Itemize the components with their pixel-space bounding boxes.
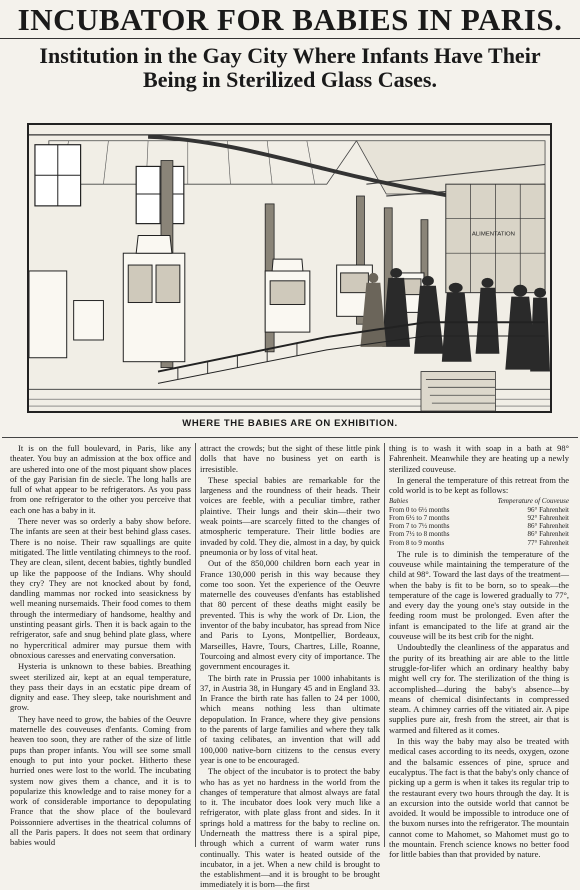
paragraph: The object of the incubator is to protect the baby who has as yet no hardness in the world from the changes of temperature that almost always are fatal to it. The incubator does look very much like a refrigerator, with plate glass front and sides. In it springs hold a mattress for the baby to recline on. Underneath the mattress there is a spiral pipe, through which a current of warm water runs continually. This water is heated outside of the incubator, in a jet. When a new child is brought to the establishment—and it is brought to be brought immediately it is born—the first: [200, 766, 380, 890]
paragraph: It is on the full boulevard, in Paris, like any theater. You buy an admission at the box office and are ushered into one of the most piquant show places of the gay Parisian fin de siecle. The long halls are full of what appear to be refrigerators. As you pass from one refrigerator to the other you perceive that each one has a baby in it.: [10, 443, 191, 515]
table-row: [389, 506, 569, 514]
paragraph: These special babies are remarkable for the largeness and the roundness of their heads. Their voices are feeble, with a peculiar timbre, rather plaintive. Their lungs and their skin—their two weak points—are scarcely fitted to the changes of atmospheric temperature. Their little bodies are invaded by cold. They die, almost in a day, by quick pneumonia or by loss of vital heat.: [200, 474, 380, 557]
age-cell: From 6½ to 7 months: [389, 513, 450, 522]
subheadline-line-1: Institution in the Gay City Where Infants Have Their: [39, 43, 541, 68]
table-header-row: [389, 497, 569, 505]
temperature-cell: 86° Fahrenheit: [527, 522, 569, 531]
age-cell: From 7 to 7½ months: [389, 522, 450, 531]
paragraph: Undoubtedly the cleanliness of the apparatus and the purity of its breathing air are able to the little struggle-for-lifer which an ordinary healthy baby might well cry for. The sterilization of the thing is accomplished—during the baby's absence—by means of chemical disinfectants in compressed steam. A chimney carries off the vitiated air. A pipe supplies pure air, fresh from the street, air that is warmed and filtered as it comes.: [389, 642, 569, 735]
temperature-table: [389, 497, 569, 546]
paragraph: Out of the 850,000 children born each year in France 130,000 perish in this way because they come too soon. Yet the experience of the Oeuvre maternelle des couveuses d'enfants has established that 80 percent of these deaths might easily be prevented. This is why the work of Dr. Lion, the inventor of the baby incubator, has spread from Nice and Paris to Lyons, Montpellier, Bordeaux, Marseilles, Havre, Tours, Chartres, Lille, Roanne, Tourcoing and almost every city of importance. The government encourages it.: [200, 558, 380, 672]
paragraph: The rule is to diminish the temperature of the couveuse while maintaining the temperature of the child at 98°. Toward the last days of the treatment—when the baby is fit to be born, so to speak—the temperature of the cage is lowered gradually to 77°, and every day the young one's stay outside in the feeding room must be prolonged. Even after the infant is emancipated to the life at grand air the couveuse will be its best crib for the night.: [389, 548, 569, 642]
paragraph: There never was so orderly a baby show before. The infants are seen at their best behind glass cases. There is no noise. Their raw squallings are quite mitigated. The little ventilating chimneys to the roof. They are clean, silent, decent babies, tightly bundled up like the pappoose of the Indians. Why should they cry? They are not knocked about by fond, dandling mammas nor rocked into seasickness by well meaning nursemaids. Their food comes to them through the intermediary of handsome, healthy and unstinting peasant girls. Then it is back again to the refrigerator, safe and snug behind plate glass, where no hypercritical admirer may pursue them with obnoxious caresses and enervating conversation.: [10, 516, 191, 660]
paragraph: thing is to wash it with soap in a bath at 98° Fahrenheit. Meanwhile they are heating up a newly sterilized couveuse.: [389, 443, 569, 474]
paragraph: The birth rate in Prussia per 1000 inhabitants is 37, in Austria 38, in Hungary 45 and in England 33. In France the birth rate has fallen to 24 per 1000, which means nothing less than ultimate depopulation. In France, where they give pensions to the parents of large families and where they talk of taxing celibates, an invention that will add 100,000 native-born citizens to the census every year is one to be encouraged.: [200, 672, 380, 765]
caption-rule: [2, 437, 578, 438]
article-body: [6, 443, 574, 890]
table-header-temperature: Temperature of Couveuse: [497, 497, 569, 506]
paragraph: In this way the baby may also be treated with medical cases according to its needs, oxygen, ozone and the balsamic essences of pine, spruce and eucalyptus. The fact is that the baby's only chance of picking up a germ is when it takes its regular trip to the restaurant every two hours through the day. It is an excursion into the outside world that cannot be avoided. It would be impossible to introduce one of the buxom nurses into the refrigerator. The mountain cannot come to Mahomet, so Mahomet must go to the mountain. French science knows no better food for little babies than that provided by nature.: [389, 736, 569, 860]
table-row: [389, 522, 569, 530]
temperature-cell: 86° Fahrenheit: [527, 530, 569, 539]
paragraph: Hysteria is unknown to these babies. Breathing sweet sterilized air, kept at an equal temperature, they pass their days in an ecstatic pipe dream of dignity and ease. They sleep, take nourishment and grow.: [10, 661, 191, 713]
temperature-cell: 92° Fahrenheit: [527, 513, 569, 522]
temperature-cell: 96° Fahrenheit: [527, 505, 569, 514]
temperature-cell: 77° Fahrenheit: [527, 538, 569, 547]
headline-rule: [0, 38, 580, 39]
article-column-3: [384, 443, 573, 860]
table-row: [389, 530, 569, 538]
illustration-caption: WHERE THE BABIES ARE ON EXHIBITION.: [182, 418, 398, 429]
table-header-babies: Babies: [389, 497, 409, 506]
paragraph: attract the crowds; but the sight of these little pink dolls that have no business yet on earth is irresistible.: [200, 443, 380, 474]
illustration-drawing: [29, 125, 550, 411]
age-cell: From 7½ to 8 months: [389, 530, 450, 539]
paragraph: They have need to grow, the babies of the Oeuvre maternelle des couveuses d'enfants. Coming from heaven too soon, they are rather of the size of little pups than proper infants. You will see some small enough to put into your pocket. Hitherto these hurried ones were lost to the world. The incubating system now gives them a chance, and it is to popularize this knowledge and to raise money for a work of considerable importance to depopulating France that the show place of the boulevard Poissonniere advertises in the theatrical columns of all the Paris papers. It does not seem that ordinary babies would: [10, 713, 191, 848]
age-cell: From 8 to 9 months: [389, 538, 445, 547]
paragraph: In general the temperature of this retreat from the cold world is to be kept as follows:: [389, 474, 569, 496]
article-column-1: [6, 443, 195, 847]
exhibition-illustration: [27, 123, 552, 413]
table-row: [389, 514, 569, 522]
age-cell: From 0 to 6½ months: [389, 505, 450, 514]
table-row: [389, 539, 569, 547]
alimentation-sign: ALIMENTATION: [471, 231, 515, 238]
subheadline-line-2: Being in Sterilized Glass Cases.: [143, 67, 437, 92]
article-column-2: [195, 443, 384, 890]
headline: INCUBATOR FOR BABIES IN PARIS.: [17, 2, 563, 37]
subheadline: [0, 44, 580, 92]
